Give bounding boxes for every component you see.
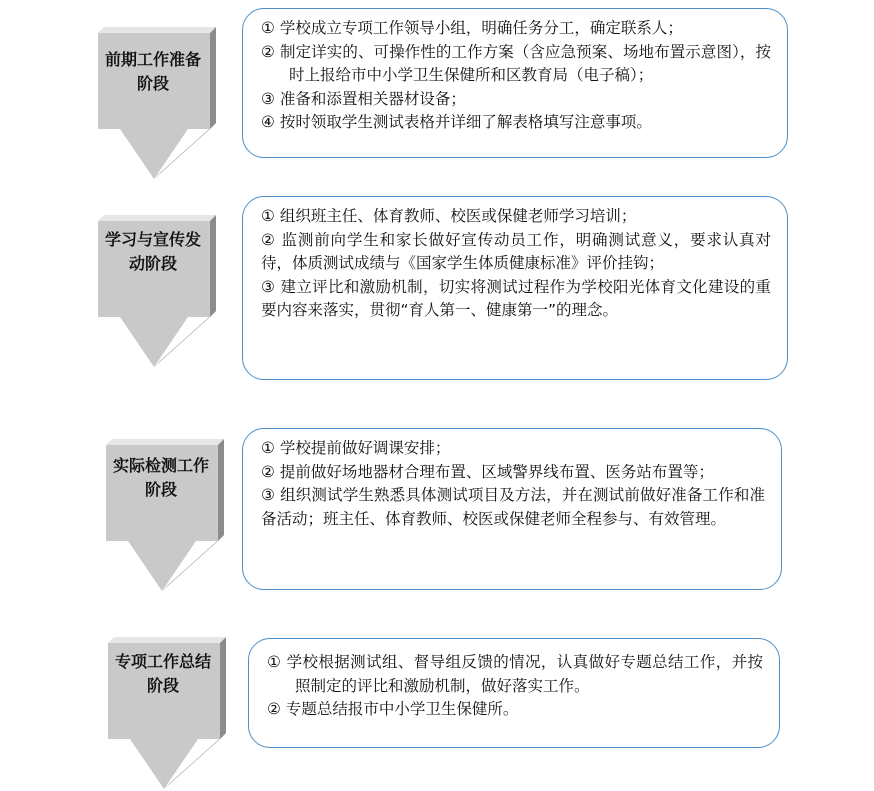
stage-4-item-1: ① 学校根据测试组、督导组反馈的情况，认真做好专题总结工作，并按照制定的评比和激励机制，做好落实工作。 bbox=[267, 653, 763, 695]
stage-1-arrow bbox=[88, 20, 238, 180]
stage-2-title: 学习与宣传发动阶段 bbox=[104, 230, 201, 273]
stage-3 bbox=[96, 432, 246, 592]
stage-2 bbox=[88, 208, 238, 368]
stage-1-item-1: ① 学校成立专项工作领导小组，明确任务分工，确定联系人； bbox=[261, 19, 683, 37]
stage-1 bbox=[88, 20, 238, 180]
stage-1-detail-box bbox=[242, 8, 788, 158]
stage-2-item-1: ① 组织班主任、体育教师、校医或保健老师学习培训； bbox=[261, 207, 637, 225]
stage-1-item-4: ④ 按时领取学生测试表格并详细了解表格填写注意事项。 bbox=[261, 113, 652, 131]
stage-2-detail-box bbox=[242, 196, 788, 380]
stage-3-detail-box bbox=[242, 428, 782, 590]
stage-4-item-2: ② 专题总结报市中小学卫生保健所。 bbox=[267, 700, 519, 718]
stage-3-title: 实际检测工作阶段 bbox=[112, 456, 209, 499]
stage-3-item-2: ② 提前做好场地器材合理布置、区域警界线布置、医务站布置等； bbox=[261, 462, 714, 481]
stage-1-item-3: ③ 准备和添置相关器材设备； bbox=[261, 89, 466, 108]
stage-3-item-1: ① 学校提前做好调课安排； bbox=[261, 439, 451, 457]
stage-4 bbox=[98, 630, 248, 790]
stage-2-item-3: ③ 建立评比和激励机制，切实将测试过程作为学校阳光体育文化建设的重要内容来落实，贯彻“育人第一、健康第一”的理念。 bbox=[261, 277, 771, 319]
stage-1-item-2: ② 制定详实的、可操作性的工作方案（含应急预案、场地布置示意图），按时上报给市中小学卫生保健所和区教育局（电子稿）； bbox=[261, 42, 771, 84]
stage-2-item-2: ② 监测前向学生和家长做好宣传动员工作，明确测试意义，要求认真对待，体质测试成绩与《国家学生体质健康标准》评价挂钩； bbox=[261, 230, 771, 272]
stage-4-detail-box bbox=[248, 638, 780, 748]
stage-3-item-3: ③ 组织测试学生熟悉具体测试项目及方法，并在测试前做好准备工作和准备活动；班主任、体育教师、校医或保健老师全程参与、有效管理。 bbox=[261, 486, 765, 528]
stage-4-title: 专项工作总结阶段 bbox=[114, 652, 211, 695]
stage-1-title: 前期工作准备阶段 bbox=[104, 50, 201, 93]
